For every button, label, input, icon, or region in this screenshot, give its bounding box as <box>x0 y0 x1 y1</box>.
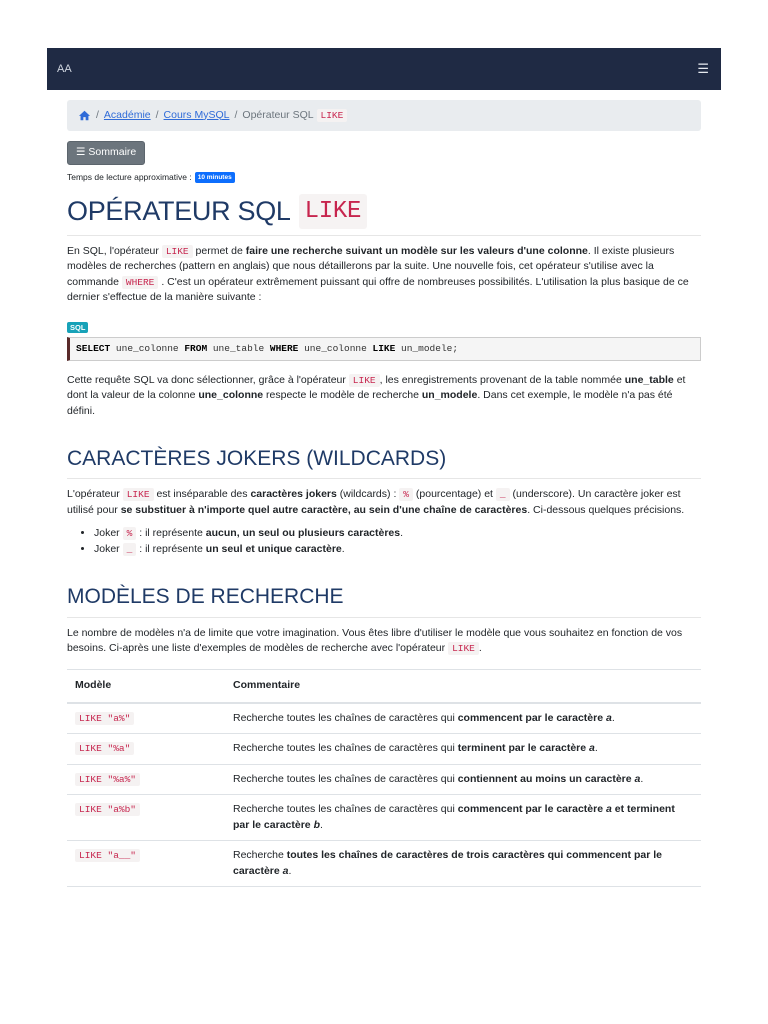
intro-text: permet de <box>195 244 243 257</box>
cell-bold: toutes les chaînes de caractères de trois caractères qui commencent par le caractère <box>233 849 662 877</box>
sql-identifier: une_table <box>212 342 265 354</box>
hamburger-icon[interactable]: ☰ <box>697 61 709 77</box>
table-cell-comment <box>225 841 701 887</box>
table-cell-comment <box>225 795 701 841</box>
cell-text: . <box>288 864 292 877</box>
cell-em: a <box>282 864 289 877</box>
cell-bold: commencent par le caractère <box>457 803 604 816</box>
jokers-text: (pourcentage) et <box>415 488 493 501</box>
inline-code: _ <box>496 488 510 501</box>
table-cell-model <box>67 764 225 795</box>
models-paragraph <box>67 626 701 657</box>
cell-text: Recherche toutes les chaînes de caractères qui <box>233 742 455 755</box>
sql-keyword: WHERE <box>269 342 299 354</box>
explain-bold: une_colonne <box>198 389 264 402</box>
section-title-models: MODÈLES DE RECHERCHE <box>67 585 344 609</box>
sql-code[interactable] <box>67 337 701 361</box>
models-table <box>67 669 701 887</box>
sql-code-block <box>67 320 701 361</box>
table-row <box>67 841 701 887</box>
jokers-text: . Ci-dessous quelques précisions. <box>527 503 685 516</box>
list-icon: ☰ <box>76 146 86 159</box>
divider <box>67 478 701 479</box>
models-text: Le nombre de modèles n'a de limite que votre imagination. Vous êtes libre d'utiliser le modèle que vous souhaitez en fonction de vos besoins. Ci-après une liste d'exemples de modèles de recherche avec l'opérateur <box>67 626 683 655</box>
cell-bold: et terminent par le caractère <box>233 803 675 831</box>
table-cell-model <box>67 734 225 765</box>
inline-code: LIKE "a%b" <box>75 803 140 816</box>
inline-code: LIKE <box>123 488 154 501</box>
explain-text: respecte le modèle de recherche <box>266 389 419 402</box>
sql-identifier: une_colonne <box>304 342 367 354</box>
intro-text: . C'est un opérateur extrêmement puissant qui offre de nombreuses possibilités. L'utilisation la plus basique de ce dernier s'effectue de la manière suivante : <box>67 275 689 304</box>
inline-code: % <box>399 488 413 501</box>
cell-bold: commencent par le caractère <box>457 711 604 724</box>
table-header-row <box>67 669 701 702</box>
intro-paragraph <box>67 244 701 306</box>
sql-keyword: LIKE <box>372 342 396 354</box>
jokers-text: est inséparable des <box>156 488 248 501</box>
cell-text: . <box>611 711 615 724</box>
intro-text: . Il existe plusieurs modèles de recherches (pattern en anglais) que nous détaillerons par la suite. Une nouvelle fois, cet opérateur s'utilise avec la commande <box>67 244 675 288</box>
explain-text: . Dans cet exemple, le modèle n'a pas été défini. <box>67 389 673 417</box>
explain-bold: une_table <box>624 373 674 386</box>
sommaire-label: Sommaire <box>88 146 137 159</box>
page-title-text: OPÉRATEUR SQL <box>67 195 291 226</box>
list-item-text: : il représente <box>139 527 203 540</box>
sql-keyword: SELECT <box>76 342 111 354</box>
jokers-bold: se substituer à n'importe quel autre caractère, au sein d'une chaîne de caractères <box>120 503 528 516</box>
inline-code: % <box>123 527 137 540</box>
inline-code: LIKE "a__" <box>75 849 140 862</box>
jokers-paragraph <box>67 487 701 518</box>
breadcrumb-separator: / <box>155 108 159 121</box>
cell-text: Recherche toutes les chaînes de caractères qui <box>233 803 455 816</box>
intro-bold: faire une recherche suivant un modèle sur les valeurs d'une colonne <box>245 244 588 257</box>
top-navbar <box>47 48 721 90</box>
breadcrumb-separator: / <box>234 108 238 121</box>
reading-time <box>67 171 701 184</box>
list-item-bold: aucun, un seul ou plusieurs caractères <box>205 527 401 540</box>
table-row <box>67 764 701 795</box>
table-cell-comment <box>225 734 701 765</box>
models-text: . <box>478 642 482 655</box>
list-item-text: Joker <box>94 542 120 555</box>
inline-code: WHERE <box>122 276 159 289</box>
explain-paragraph <box>67 373 701 420</box>
table-cell-model <box>67 841 225 887</box>
table-row <box>67 795 701 841</box>
sql-identifier: un_modele; <box>401 342 459 354</box>
cell-em: b <box>313 818 320 831</box>
list-item-bold: un seul et unique caractère <box>205 542 342 555</box>
list-item-text: : il représente <box>139 542 203 555</box>
jokers-text: L'opérateur <box>67 488 120 501</box>
reading-time-badge: 10 minutes <box>195 172 235 184</box>
explain-text: Cette requête SQL va donc sélectionner, grâce à l'opérateur <box>67 373 346 386</box>
explain-text: et dont la valeur de la colonne <box>67 373 686 402</box>
sommaire-button[interactable] <box>67 141 145 165</box>
cell-bold: terminent par le caractère <box>457 742 587 755</box>
jokers-text: (underscore). Un caractère joker est utilisé pour <box>67 488 681 516</box>
section-title-jokers: CARACTÈRES JOKERS (WILDCARDS) <box>67 447 447 471</box>
inline-code: LIKE <box>448 642 479 655</box>
breadcrumb-separator: / <box>96 108 99 121</box>
divider <box>67 617 701 618</box>
explain-text: , les enregistrements provenant de la table nommée <box>379 373 622 386</box>
jokers-list <box>94 526 701 557</box>
list-item <box>94 526 701 542</box>
inline-code: LIKE "%a" <box>75 742 134 755</box>
brand-logo[interactable]: AA <box>57 62 72 75</box>
table-cell-model <box>67 703 225 734</box>
table-cell-comment <box>225 764 701 795</box>
table-header-model: Modèle <box>67 669 225 702</box>
inline-code: LIKE "a%" <box>75 712 134 725</box>
divider <box>67 235 701 236</box>
breadcrumb-link-cours-mysql[interactable]: Cours MySQL <box>163 108 230 121</box>
inline-code: LIKE <box>349 374 380 387</box>
table-header-comment: Commentaire <box>225 669 701 702</box>
table-cell-comment <box>225 703 701 734</box>
cell-em: a <box>589 742 595 755</box>
cell-text: . <box>594 742 598 755</box>
cell-text: . <box>640 772 644 785</box>
inline-code: LIKE <box>162 245 193 258</box>
table-row <box>67 734 701 765</box>
jokers-bold: caractères jokers <box>250 488 337 501</box>
list-item-text: . <box>341 542 345 555</box>
list-item <box>94 542 701 558</box>
home-icon[interactable] <box>78 110 91 121</box>
cell-em: a <box>605 803 612 816</box>
list-item-text: Joker <box>94 527 120 540</box>
jokers-text: (wildcards) : <box>339 488 397 501</box>
sql-keyword: FROM <box>184 342 208 354</box>
inline-code: _ <box>123 543 137 556</box>
cell-text: Recherche toutes les chaînes de caractères qui <box>233 772 455 785</box>
page-title <box>67 194 701 229</box>
table-row <box>67 703 701 734</box>
breadcrumb-current <box>242 108 347 124</box>
table-cell-model <box>67 795 225 841</box>
cell-em: a <box>634 772 641 785</box>
cell-text: . <box>319 818 323 831</box>
breadcrumb <box>67 100 701 131</box>
breadcrumb-current-text: Opérateur SQL <box>242 108 314 121</box>
intro-text: En SQL, l'opérateur <box>67 244 159 257</box>
reading-time-label: Temps de lecture approximative : <box>67 172 192 182</box>
cell-bold: contiennent au moins un caractère <box>457 772 632 785</box>
page-title-code: LIKE <box>299 194 367 229</box>
list-item-text: . <box>400 527 404 540</box>
explain-bold: un_modele <box>421 389 478 402</box>
inline-code: LIKE "%a%" <box>75 773 140 786</box>
cell-text: Recherche toutes les chaînes de caractères qui <box>233 711 455 724</box>
cell-em: a <box>605 711 612 724</box>
cell-text: Recherche <box>233 849 284 862</box>
main-content <box>67 100 701 887</box>
sql-language-tag: SQL <box>67 322 88 333</box>
sql-identifier: une_colonne <box>115 342 179 354</box>
breadcrumb-link-academie[interactable]: Académie <box>103 108 151 121</box>
breadcrumb-current-code: LIKE <box>317 109 348 122</box>
